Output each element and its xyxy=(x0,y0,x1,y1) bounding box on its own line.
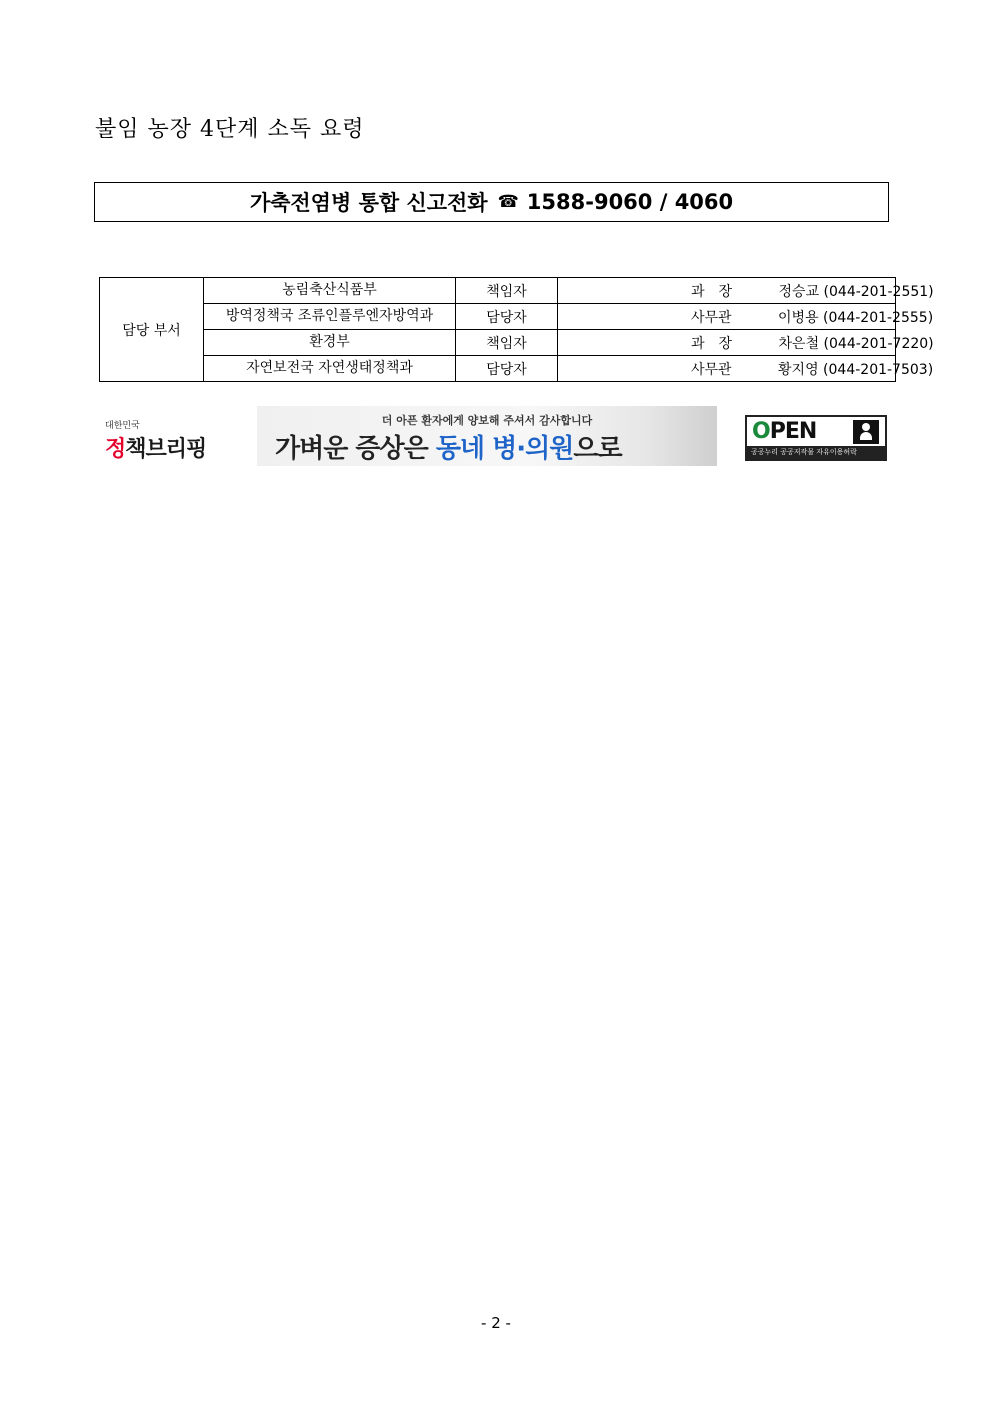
table-row xyxy=(100,356,896,382)
division-name: 방역정책국 조류인플루엔자방역과 xyxy=(204,304,456,330)
contact-cell xyxy=(558,278,934,304)
open-license-badge[interactable] xyxy=(745,415,887,461)
division-name: 자연보전국 자연생태정책과 xyxy=(204,356,456,382)
contact-title: 과 장 xyxy=(691,335,733,352)
role-cell: 책임자 xyxy=(456,278,558,304)
table-row xyxy=(100,304,896,330)
role-cell: 담당자 xyxy=(456,304,558,330)
table-row xyxy=(100,330,896,356)
logo-wordmark: 정책브리핑 xyxy=(105,437,207,462)
hotline-label: 가축전염병 통합 신고전화 xyxy=(249,191,488,215)
contact-title: 과 장 xyxy=(691,283,733,300)
role-cell: 책임자 xyxy=(456,330,558,356)
page-number: - 2 - xyxy=(481,1314,511,1332)
footer-row xyxy=(95,406,895,468)
contact-name: 이병용 (044-201-2555) xyxy=(778,309,934,326)
table-row xyxy=(100,278,896,304)
contact-name: 차은철 (044-201-7220) xyxy=(778,335,934,352)
policy-briefing-logo[interactable] xyxy=(105,418,215,468)
contact-title: 사무관 xyxy=(691,361,732,378)
banner-subtitle: 더 아픈 환자에게 양보해 주셔서 감사합니다 xyxy=(381,414,593,427)
role-cell: 담당자 xyxy=(456,356,558,382)
license-caption: 공공누리 공공저작물 자유이용허락 xyxy=(747,446,885,459)
contact-cell xyxy=(558,304,934,330)
ministry-name: 농림축산식품부 xyxy=(204,278,456,304)
ministry-name: 환경부 xyxy=(204,330,456,356)
department-table xyxy=(99,277,934,382)
document-heading: 불임 농장 4단계 소독 요령 xyxy=(95,117,365,142)
banner-title: 가벼운 증상은 동네 병·의원으로 xyxy=(275,434,622,464)
attribution-person-icon xyxy=(853,420,879,444)
contact-cell xyxy=(558,356,934,382)
telephone-icon: ☎ xyxy=(497,192,519,212)
hotline-numbers: 1588-9060 / 4060 xyxy=(526,190,734,214)
hotline-box xyxy=(94,182,889,222)
campaign-banner[interactable] xyxy=(257,406,717,466)
contact-name: 정승교 (044-201-2551) xyxy=(778,283,934,300)
contact-title: 사무관 xyxy=(691,309,732,326)
contact-cell xyxy=(558,330,934,356)
department-label: 담당 부서 xyxy=(100,278,204,382)
logo-caption: 대한민국 xyxy=(105,421,140,431)
contact-name: 황지영 (044-201-7503) xyxy=(778,361,934,378)
open-wordmark: OPEN xyxy=(752,419,817,444)
